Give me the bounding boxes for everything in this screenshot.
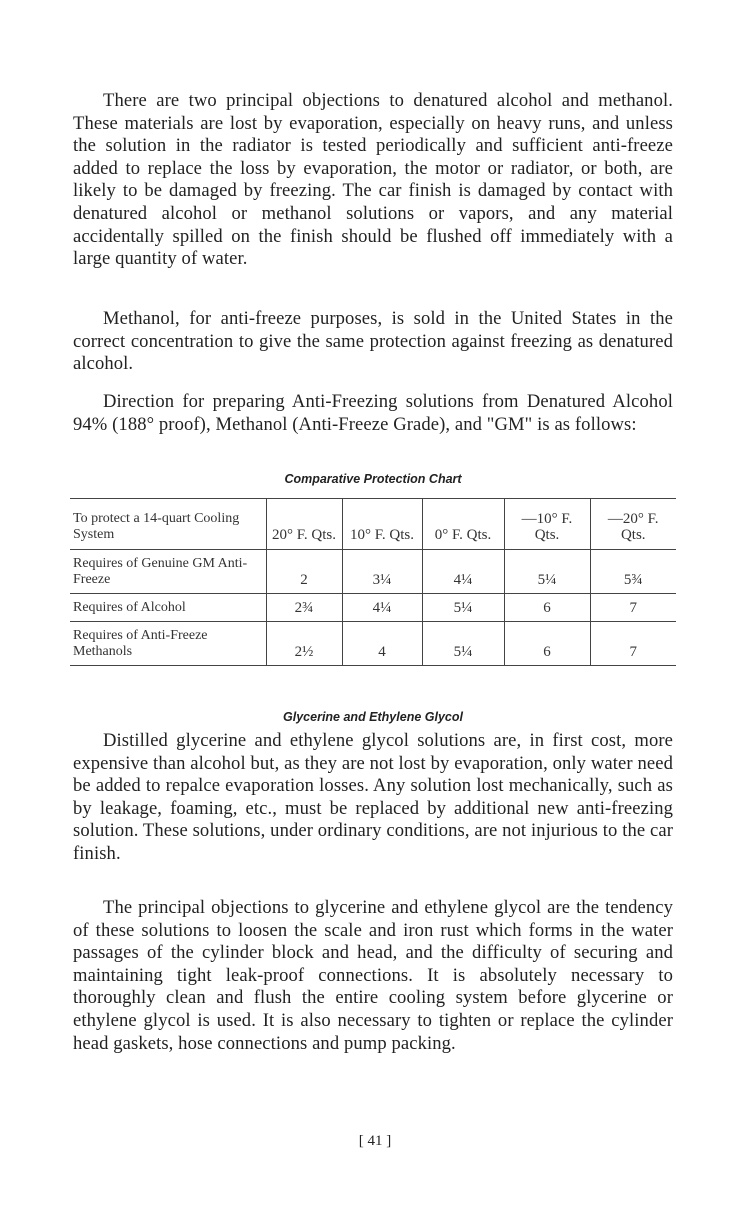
table-header-cell: 20° F. Qts. <box>266 499 342 550</box>
table-cell: 2½ <box>266 622 342 666</box>
table-header-cell: 0° F. Qts. <box>422 499 504 550</box>
table-cell: 4¼ <box>422 550 504 594</box>
paragraph-methanol: Methanol, for anti-freeze purposes, is sold in the United States in the correct concentration to give the same protection against freezing as denatured alcohol. <box>73 308 673 375</box>
page-number: [ 41 ] <box>358 1133 392 1149</box>
row-label: Requires of Genuine GM Anti-Freeze <box>70 550 266 594</box>
table-cell: 5¾ <box>590 550 676 594</box>
table-row <box>70 594 676 622</box>
table-row <box>70 550 676 594</box>
row-label: Requires of Anti-Freeze Methanols <box>70 622 266 666</box>
table-cell: 6 <box>504 594 590 622</box>
table-header-cell: —10° F. Qts. <box>504 499 590 550</box>
table-cell: 4¼ <box>342 594 422 622</box>
table-header-cell: —20° F. Qts. <box>590 499 676 550</box>
comparative-protection-table <box>70 498 676 666</box>
table-row <box>70 622 676 666</box>
table-cell: 2 <box>266 550 342 594</box>
paragraph-glycerine-objections: The principal objections to glycerine and ethylene glycol are the tendency of these solutions to loosen the scale and iron rust which forms in the water passages of the cylinder block and head, and the difficulty of securing and maintaining tight leak-proof connections. It is absolutely necessary to thoroughly clean and flush the entire cooling system before glycerine or ethylene glycol is used. It is also necessary to tighten or replace the cylinder head gaskets, hose connections and pump packing. <box>73 897 673 1054</box>
chart-title: Comparative Protection Chart <box>284 472 462 486</box>
section-heading: Glycerine and Ethylene Glycol <box>283 710 463 724</box>
table-header-label: To protect a 14-quart Cooling System <box>70 499 266 550</box>
table-cell: 5¼ <box>504 550 590 594</box>
table-cell: 6 <box>504 622 590 666</box>
paragraph-objections-alcohol: There are two principal objections to denatured alcohol and methanol. These materials are lost by evaporation, especially on heavy runs, and unless the solution in the radiator is tested periodically and sufficient anti-freeze added to replace the loss by evaporation, the motor or radiator, or both, are likely to be damaged by freezing. The car finish is damaged by contact with denatured alcohol or methanol solutions or vapors, and any material accidentally spilled on the finish should be flushed off immediately with a large quantity of water. <box>73 90 673 270</box>
row-label: Requires of Alcohol <box>70 594 266 622</box>
table-cell: 5¼ <box>422 594 504 622</box>
table-header-row <box>70 499 676 550</box>
table-header-cell: 10° F. Qts. <box>342 499 422 550</box>
table-cell: 2¾ <box>266 594 342 622</box>
table-cell: 3¼ <box>342 550 422 594</box>
paragraph-glycerine-cost: Distilled glycerine and ethylene glycol solutions are, in first cost, more expensive than alcohol but, as they are not lost by evaporation, only water need be added to repalce evaporation losses. Any solution lost mechanically, such as by leakage, foaming, etc., must be replaced by additional new anti-freezing solution. These solutions, under ordinary conditions, are not injurious to the car finish. <box>73 730 673 864</box>
table-cell: 7 <box>590 622 676 666</box>
table-cell: 4 <box>342 622 422 666</box>
table-cell: 5¼ <box>422 622 504 666</box>
paragraph-directions: Direction for preparing Anti-Freezing solutions from Denatured Alcohol 94% (188° proof), Methanol (Anti-Freeze Grade), and "GM" is as follows: <box>73 391 673 435</box>
table-cell: 7 <box>590 594 676 622</box>
